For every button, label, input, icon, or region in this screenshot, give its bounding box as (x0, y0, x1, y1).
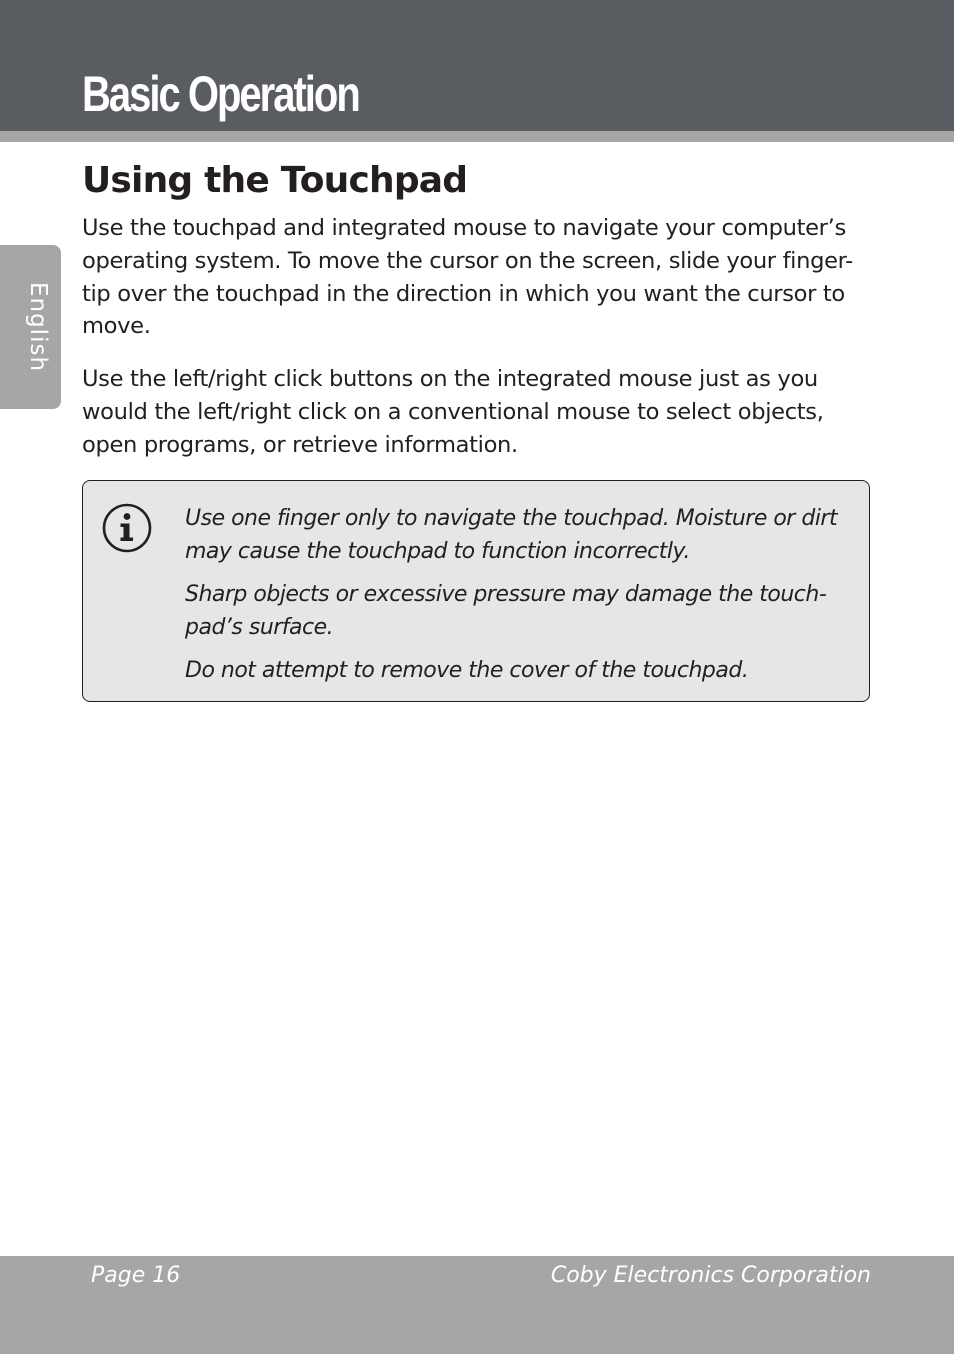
info-icon (102, 503, 152, 553)
company-name: Coby Electronics Corporation (550, 1263, 871, 1288)
section-title: Using the Touchpad (82, 160, 468, 201)
header-rule (0, 131, 954, 142)
note-item-1: Use one finger only to navigate the touchpad. Moisture or dirt may cause the touchpad to function incorrectly. (185, 506, 838, 564)
page-number: Page 16 (91, 1263, 181, 1288)
note-item-3: Do not attempt to remove the cover of the touchpad. (185, 658, 749, 683)
body-paragraph-2: Use the left/right click buttons on the integrated mouse just as you would the left/right click on a conventional mouse to select objects, open programs, or retrieve information. (82, 366, 824, 458)
body-paragraph-1: Use the touchpad and integrated mouse to navigate your computer’s operating system. To move the cursor on the screen, slide your finger-tip over the touchpad in the direction in which you want the cursor to move. (82, 215, 853, 340)
note-item-2: Sharp objects or excessive pressure may damage the touch-pad’s surface. (185, 582, 827, 640)
chapter-title: Basic Operation (82, 66, 359, 122)
language-tab-label: English (25, 281, 51, 373)
